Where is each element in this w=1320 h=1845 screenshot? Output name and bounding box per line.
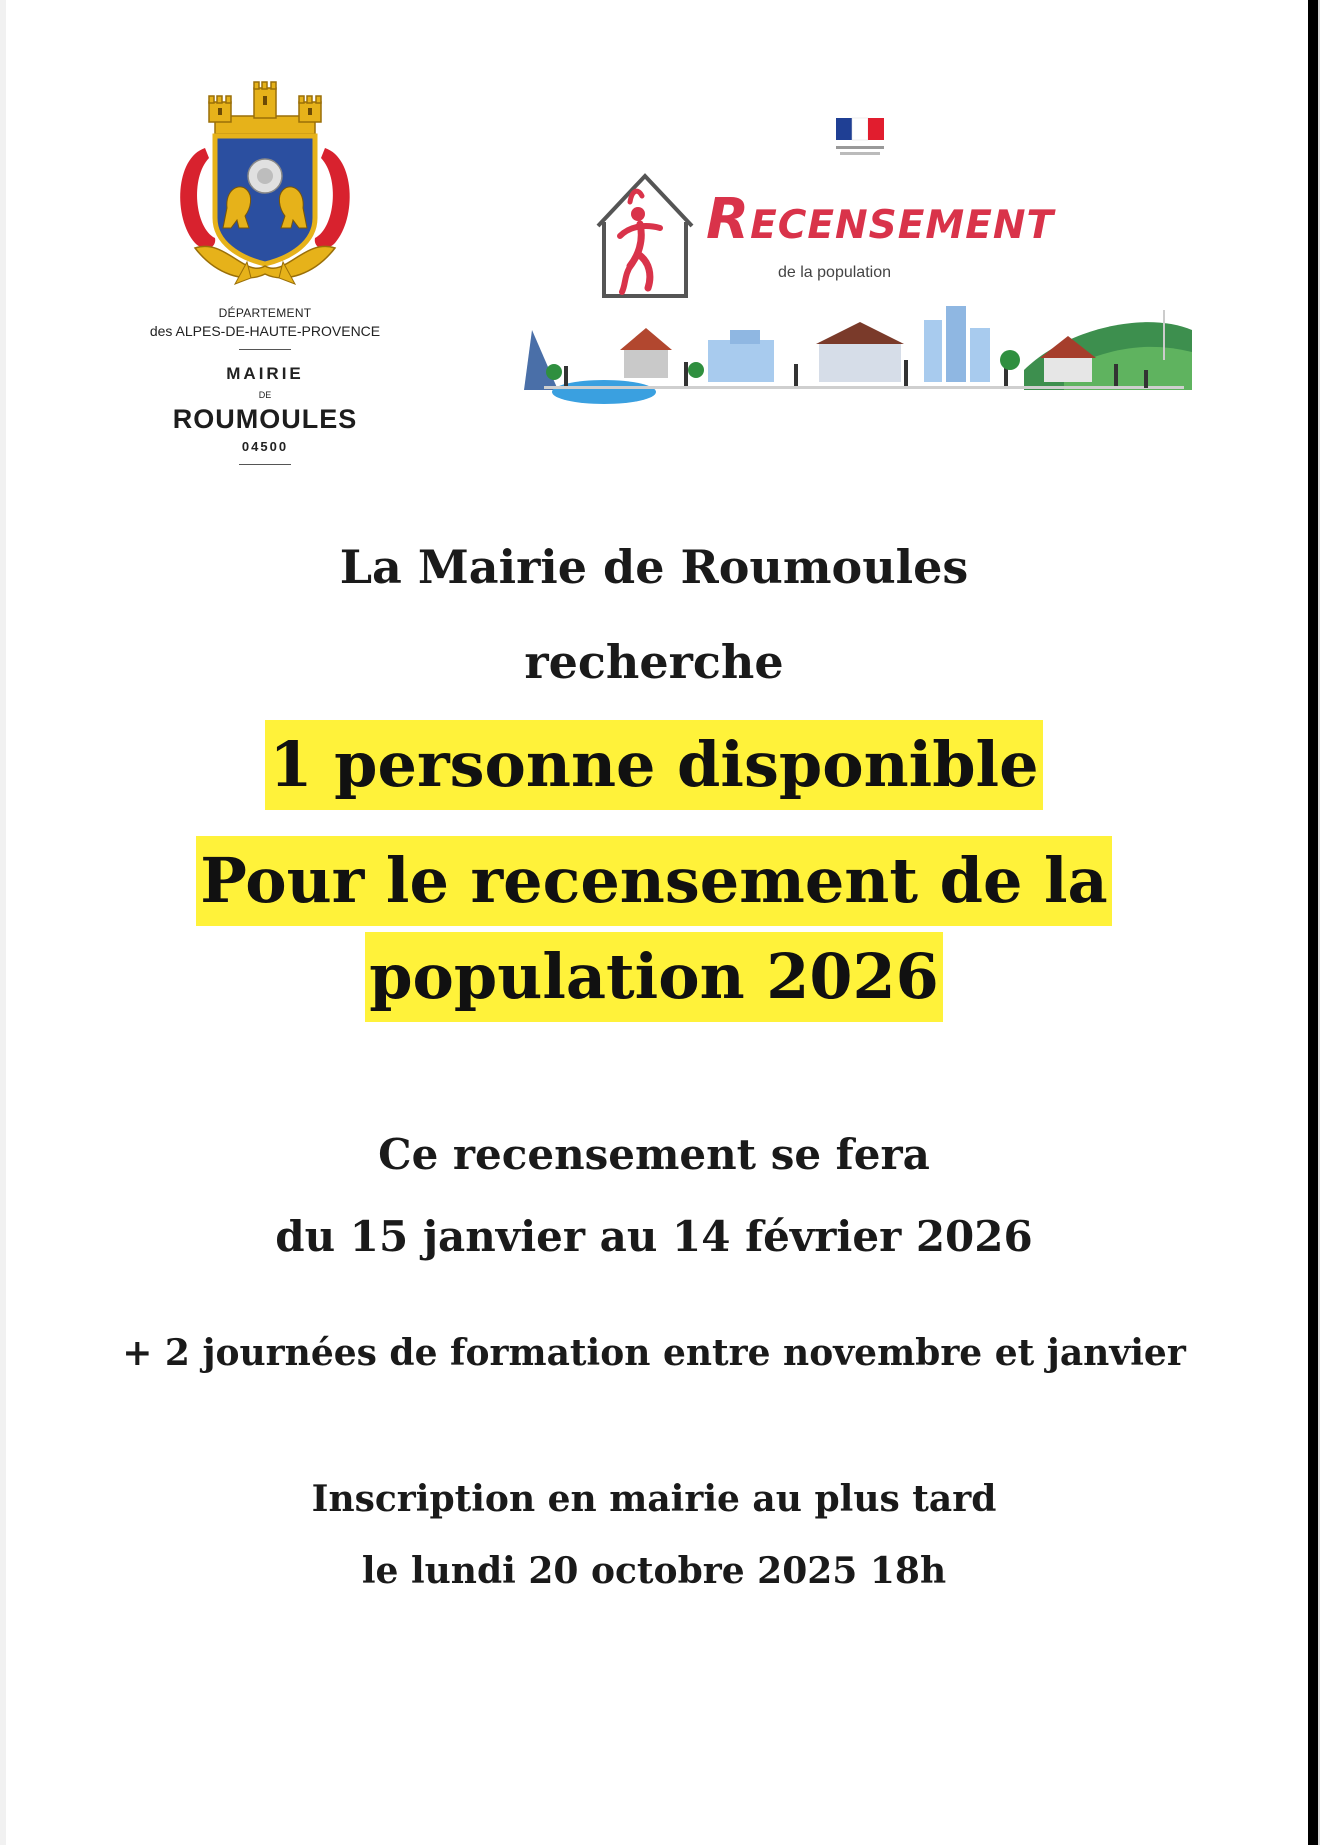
french-republic-logo-icon [830, 116, 892, 160]
highlight-line-3 [0, 932, 1308, 1022]
period-dates: du 15 janvier au 14 février 2026 [275, 1212, 1033, 1261]
heading-mairie: La Mairie de Roumoules [339, 540, 969, 594]
divider [239, 464, 291, 465]
divider [239, 349, 291, 350]
municipal-crest-block [140, 78, 390, 475]
department-name: des ALPES-DE-HAUTE-PROVENCE [149, 323, 381, 339]
de-label: DE [258, 390, 272, 400]
deadline-intro: Inscription en mairie au plus tard [311, 1478, 997, 1520]
highlight-line-2 [0, 836, 1308, 926]
town-name: ROUMOULES [172, 404, 358, 434]
postal-code: 04500 [241, 439, 289, 454]
recensement-logo [520, 112, 1192, 412]
highlight-text-3: population 2026 [365, 932, 943, 1022]
recensement-title: Recensement [706, 187, 1055, 252]
town-illustration [524, 300, 1192, 410]
deadline-date: le lundi 20 octobre 2025 18h [361, 1550, 947, 1592]
period-intro: Ce recensement se fera [378, 1130, 930, 1179]
highlight-text-2: Pour le recensement de la [196, 836, 1111, 926]
mairie-label: MAIRIE [226, 364, 304, 383]
highlight-line-1 [0, 720, 1308, 810]
coat-of-arms-icon [165, 78, 365, 288]
heading-recherche: recherche [524, 635, 784, 689]
recensement-subtitle: de la population [778, 264, 891, 281]
highlight-text-1: 1 personne disponible [265, 720, 1042, 810]
department-label: DÉPARTEMENT [218, 306, 312, 320]
training-note: + 2 journées de formation entre novembre et janvier [122, 1332, 1186, 1374]
house-figure-icon [590, 166, 700, 306]
